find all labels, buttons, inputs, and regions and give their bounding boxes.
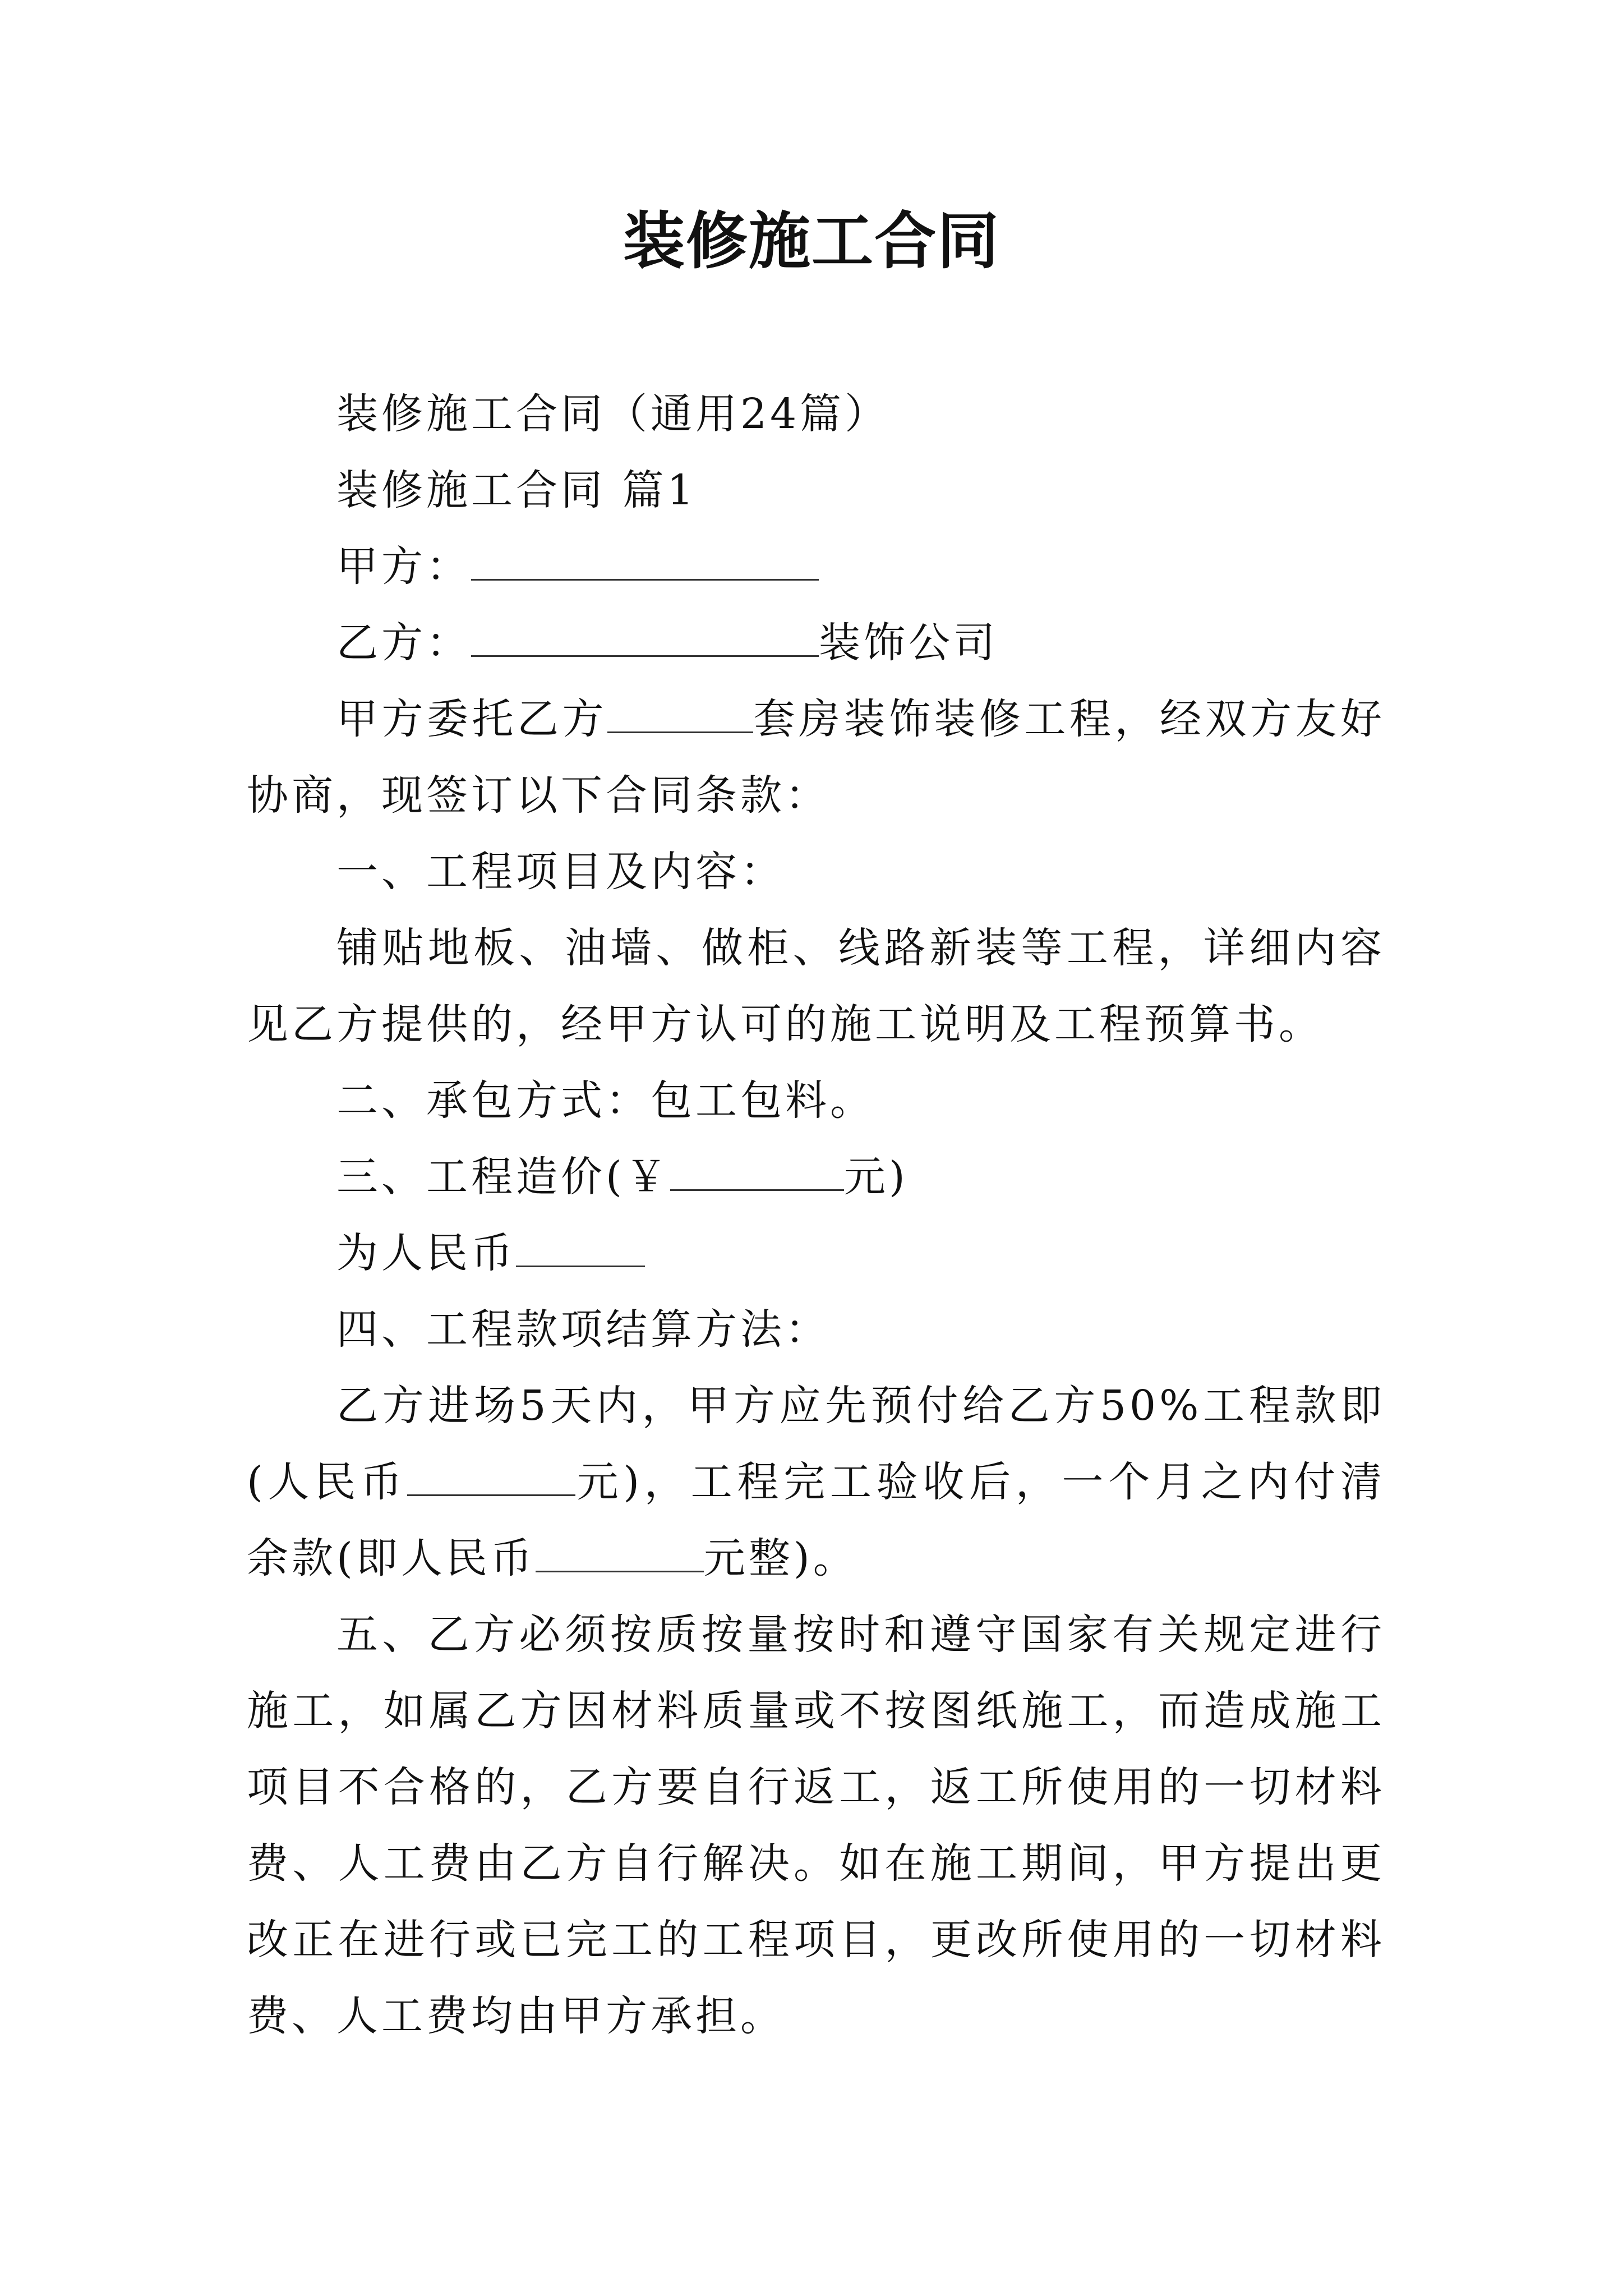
section-3-line [247, 1139, 1385, 1215]
section-1-text: 铺贴地板、油墙、做柜、线路新装等工程，详细内容见乙方提供的，经甲方认可的施工说明及工程预算书。 [247, 924, 1385, 1048]
price-blank [670, 1157, 844, 1191]
intro-text-2: 套房装饰装修工程，经双方友好协商，现签订以下合同条款： [247, 695, 1385, 820]
section-1-heading: 一、工程项目及内容： [336, 848, 785, 896]
document-body [247, 376, 1385, 2054]
intro-text-1: 甲方委托乙方 [336, 695, 607, 743]
prepayment-blank [407, 1462, 575, 1496]
party-a-label: 甲方： [336, 542, 471, 591]
section-4-text-1: 乙方进场5天内，甲方应先预付给乙方50%工程款即(人民币 [247, 1382, 1385, 1506]
document-title: 装修施工合同 [623, 205, 1000, 277]
balance-blank [536, 1538, 704, 1572]
party-a-line [247, 528, 1385, 605]
section-4-heading: 四、工程款项结算方法： [336, 1305, 830, 1354]
section-4-text-2: 元)，工程完工验收后，一个月之内付清余款(即人民币 [247, 1458, 1385, 1582]
section-4-text [247, 1368, 1385, 1596]
subtitle: 装修施工合同（通用24篇） [336, 390, 890, 438]
section-3-suffix: 元) [843, 1153, 909, 1201]
party-b-blank [471, 623, 819, 657]
party-a-blank [471, 546, 819, 581]
section-3-prefix: 三、工程造价(￥ [336, 1153, 670, 1201]
section-3-rmb-label: 为人民币 [336, 1229, 516, 1277]
party-b-suffix: 装饰公司 [819, 619, 998, 667]
part-heading: 装修施工合同 篇1 [336, 466, 697, 514]
property-blank [607, 699, 753, 733]
section-3-rmb-line [247, 1215, 1385, 1291]
rmb-blank [516, 1233, 645, 1267]
section-5-text: 五、乙方必须按质按量按时和遵守国家有关规定进行施工，如属乙方因材料质量或不按图纸施工，而造成施工项目不合格的，乙方要自行返工，返工所使用的一切材料费、人工费由乙方自行解决。如在施工期间，甲方提出更改正在进行或已完工的工程项目，更改所使用的一切材料费、人工费均由甲方承担。 [247, 1611, 1385, 2040]
section-2-text: 二、承包方式：包工包料。 [336, 1076, 875, 1125]
section-4-text-3: 元整)。 [703, 1534, 858, 1582]
intro-paragraph [247, 681, 1385, 834]
party-b-line [247, 605, 1385, 681]
party-b-label: 乙方： [336, 619, 471, 667]
